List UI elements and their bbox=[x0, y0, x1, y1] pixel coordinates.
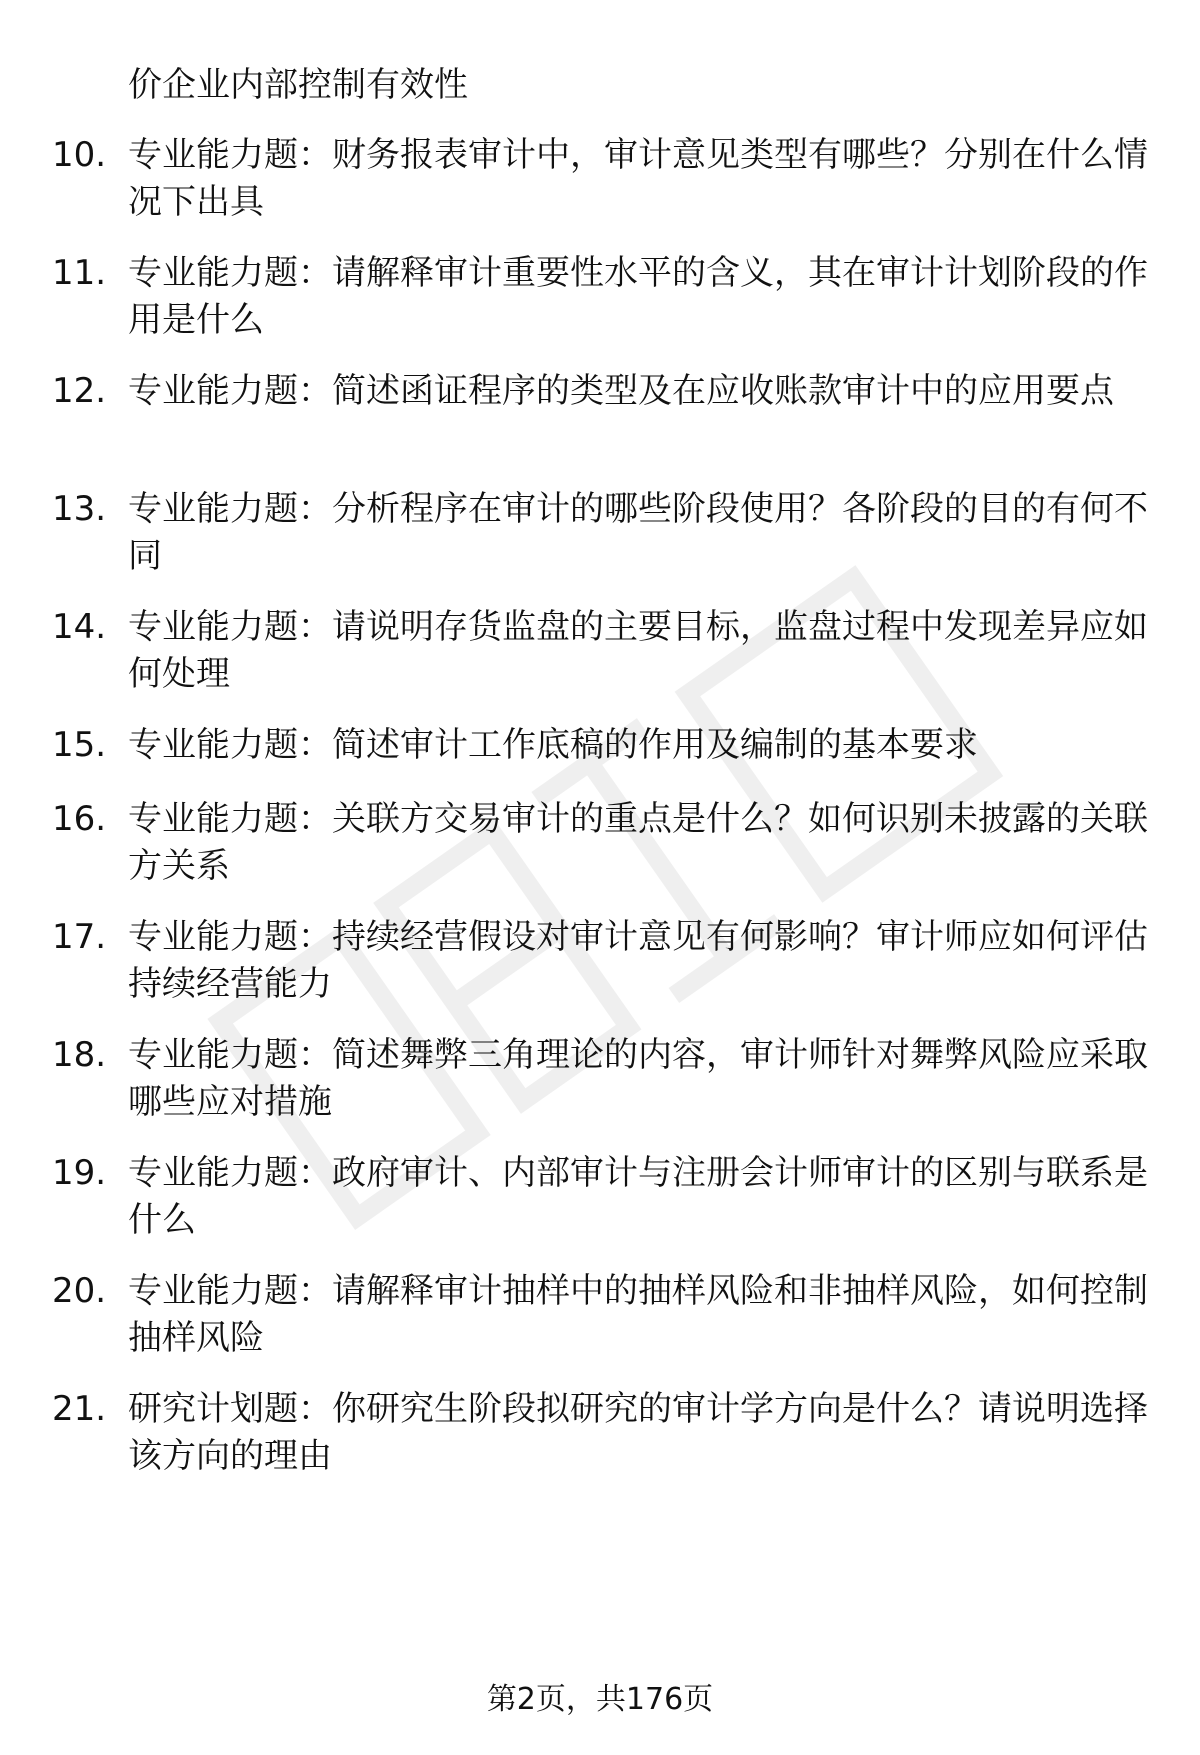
item-number: 16. bbox=[52, 799, 107, 839]
item-text: 专业能力题：请解释审计抽样中的抽样风险和非抽样风险，如何控制抽样风险 bbox=[128, 1271, 1148, 1358]
item-number: 10. bbox=[52, 135, 107, 175]
item-text: 研究计划题：你研究生阶段拟研究的审计学方向是什么？请说明选择该方向的理由 bbox=[128, 1389, 1148, 1476]
page-number: 第2页，共176页 bbox=[486, 1682, 714, 1717]
item-text: 专业能力题：政府审计、内部审计与注册会计师审计的区别与联系是什么 bbox=[128, 1153, 1148, 1240]
item-text: 专业能力题：简述舞弊三角理论的内容，审计师针对舞弊风险应采取哪些应对措施 bbox=[128, 1035, 1148, 1122]
item-number: 17. bbox=[52, 917, 107, 957]
item-number: 14. bbox=[52, 607, 107, 647]
item-number: 20. bbox=[52, 1271, 107, 1311]
item-number: 21. bbox=[52, 1389, 107, 1429]
item-number: 13. bbox=[52, 489, 107, 529]
item-text: 专业能力题：关联方交易审计的重点是什么？如何识别未披露的关联方关系 bbox=[128, 799, 1148, 886]
item-number: 12. bbox=[52, 371, 107, 411]
item-number: 18. bbox=[52, 1035, 107, 1075]
item-text: 专业能力题：财务报表审计中，审计意见类型有哪些？分别在什么情况下出具 bbox=[128, 135, 1148, 222]
item-number: 15. bbox=[52, 725, 107, 765]
item-text: 专业能力题：简述审计工作底稿的作用及编制的基本要求 bbox=[128, 725, 978, 765]
item-text: 专业能力题：分析程序在审计的哪些阶段使用？各阶段的目的有何不同 bbox=[128, 489, 1148, 576]
item-number: 19. bbox=[52, 1153, 107, 1193]
item-number: 11. bbox=[52, 253, 107, 293]
item-text: 专业能力题：请说明存货监盘的主要目标，监盘过程中发现差异应如何处理 bbox=[128, 607, 1148, 694]
continued-text: 价企业内部控制有效性 bbox=[128, 65, 468, 105]
item-text: 专业能力题：简述函证程序的类型及在应收账款审计中的应用要点 bbox=[128, 371, 1114, 411]
item-text: 专业能力题：请解释审计重要性水平的含义，其在审计计划阶段的作用是什么 bbox=[128, 253, 1148, 340]
item-text: 专业能力题：持续经营假设对审计意见有何影响？审计师应如何评估持续经营能力 bbox=[128, 917, 1148, 1004]
